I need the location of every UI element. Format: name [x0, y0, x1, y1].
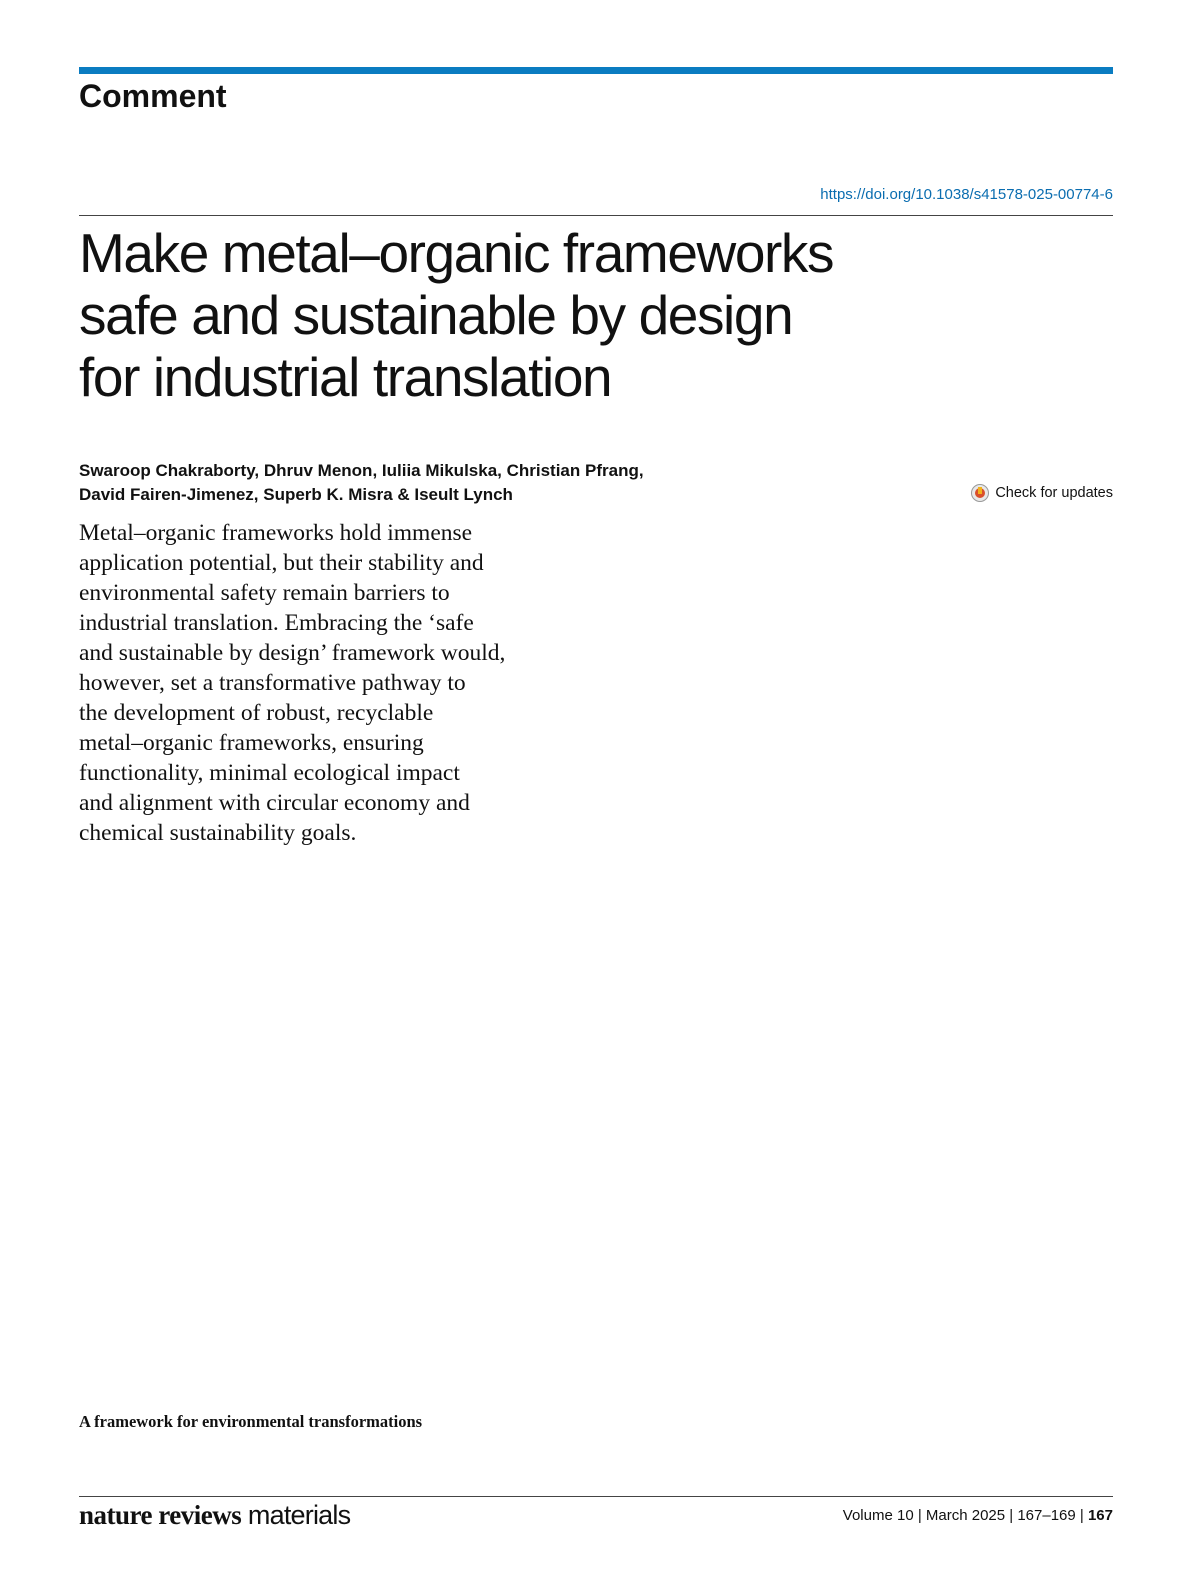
section-heading-wrap [79, 1412, 422, 1432]
article-title [79, 222, 939, 408]
header-accent-bar [79, 67, 1113, 74]
section-heading: A framework for environmental transformations [79, 1412, 423, 1431]
title-divider [79, 215, 1113, 216]
crossmark-icon [971, 484, 989, 502]
page-number: 167 [1087, 1507, 1113, 1524]
journal-logo: nature reviews materials [79, 1500, 351, 1530]
standfirst-line: the development of robust, recyclable [79, 700, 434, 726]
standfirst-line: Metal–organic frameworks hold immense [79, 520, 473, 546]
volume-info: Volume 10 | March 2025 | 167–169 | [842, 1507, 1088, 1524]
standfirst-line: metal–organic frameworks, ensuring [79, 730, 424, 756]
section-label: Comment [79, 78, 227, 114]
footer-citation [843, 1507, 1113, 1524]
title-line: safe and sustainable by design [79, 284, 793, 346]
check-for-updates-button[interactable] [971, 484, 1113, 502]
author-line[interactable]: Swaroop Chakraborty, Dhruv Menon, Iuliia Mikulska, Christian Pfrang, [79, 461, 644, 480]
author-line[interactable]: David Fairen-Jimenez, Superb K. Misra & Iseult Lynch [79, 485, 513, 504]
title-line: for industrial translation [79, 346, 612, 408]
standfirst-line: functionality, minimal ecological impact [79, 760, 460, 786]
standfirst-line: however, set a transformative pathway to [79, 670, 466, 696]
title-line: Make metal–organic frameworks [79, 222, 834, 284]
standfirst-line: and alignment with circular economy and [79, 790, 470, 816]
standfirst [79, 518, 579, 848]
standfirst-line: application potential, but their stability and [79, 550, 484, 576]
standfirst-line: chemical sustainability goals. [79, 820, 357, 846]
doi-link[interactable]: https://doi.org/10.1038/s41578-025-00774-6 [820, 186, 1113, 203]
standfirst-line: environmental safety remain barriers to [79, 580, 450, 606]
author-list [79, 459, 879, 507]
standfirst-line: industrial translation. Embracing the ‘safe [79, 610, 474, 636]
check-for-updates-label: Check for updates [995, 485, 1113, 501]
footer-divider [79, 1496, 1113, 1497]
standfirst-line: and sustainable by design’ framework would, [79, 640, 506, 666]
